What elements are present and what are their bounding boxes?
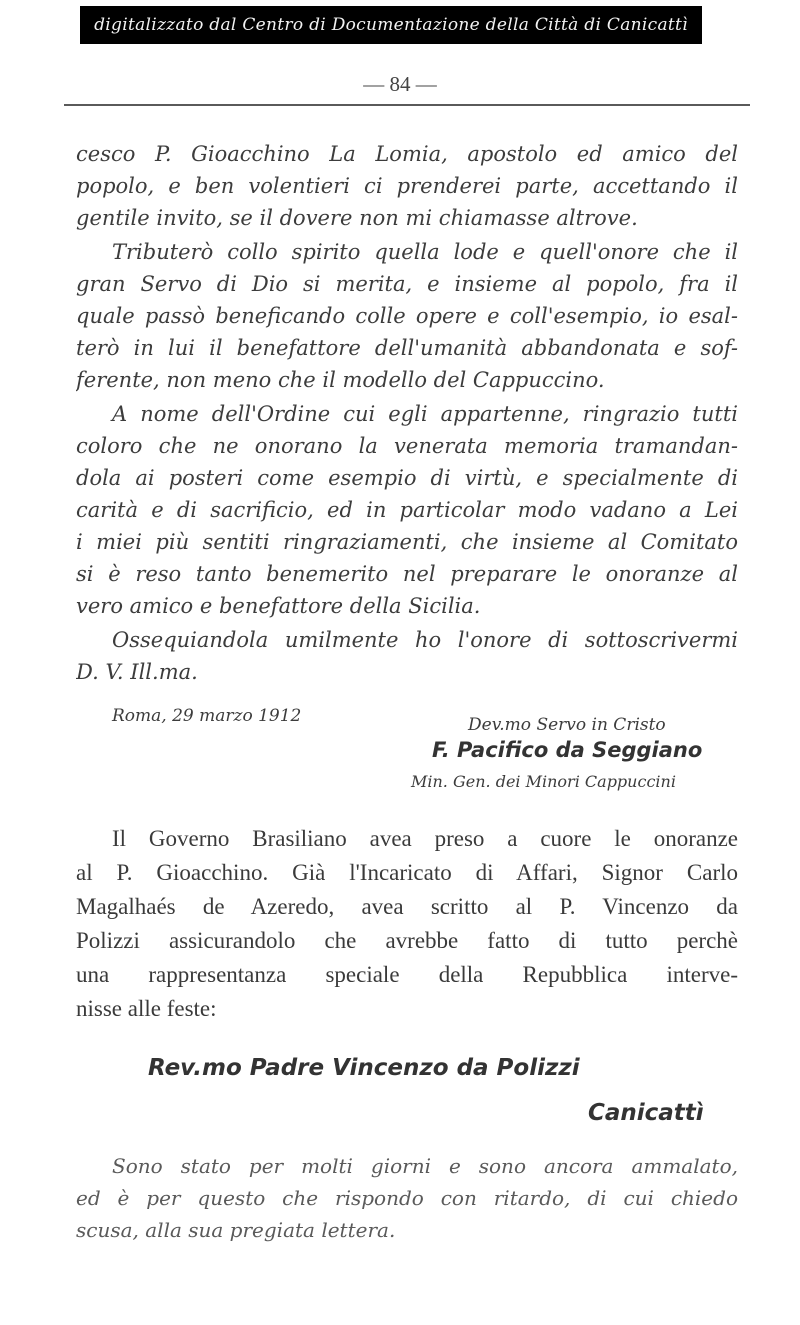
text-line: D. V. Ill.ma.: [76, 660, 198, 684]
text-line: quale passò beneficando colle opere e coll'esempio, io esal-: [76, 304, 738, 328]
text-line: gran Servo di Dio si merita, e insieme al popolo, fra il: [76, 272, 738, 296]
text-line: nisse alle feste:: [76, 996, 217, 1021]
paragraph-5: [76, 822, 738, 1026]
digitization-watermark: [80, 6, 702, 44]
paragraph-2: [76, 236, 738, 396]
signature-role: Min. Gen. dei Minori Cappuccini: [411, 772, 676, 791]
text-line: Ossequiandola umilmente ho l'onore di sottoscrivermi: [112, 628, 738, 652]
text-line: ed è per questo che rispondo con ritardo, di cui chiedo: [76, 1186, 738, 1210]
header-divider: [64, 104, 750, 106]
page-number: — 84 —: [363, 72, 437, 96]
text-line: Polizzi assicurandolo che avrebbe fatto di tutto perchè: [76, 928, 738, 953]
text-line: una rappresentanza speciale della Repubblica interve-: [76, 962, 738, 987]
letter-recipient: Rev.mo Padre Vincenzo da Polizzi: [148, 1055, 580, 1081]
text-line: Magalhaés de Azeredo, avea scritto al P. Vincenzo da: [76, 894, 738, 919]
letter-date: Roma, 29 marzo 1912: [112, 706, 302, 726]
text-line: carità e di sacrificio, ed in particolar modo vadano a Lei: [76, 498, 738, 522]
text-line: A nome dell'Ordine cui egli appartenne, ringrazio tutti: [112, 402, 738, 426]
text-line: coloro che ne onorano la venerata memoria tramandan-: [76, 434, 738, 458]
text-line: dola ai posteri come esempio di virtù, e specialmente di: [76, 466, 738, 490]
text-line: Sono stato per molti giorni e sono ancora ammalato,: [112, 1154, 738, 1178]
text-line: Tributerò collo spirito quella lode e quell'onore che il: [112, 240, 738, 264]
text-line: scusa, alla sua pregiata lettera.: [76, 1218, 396, 1242]
text-line: cesco P. Gioacchino La Lomia, apostolo ed amico del: [76, 142, 738, 166]
signature-name: F. Pacifico da Seggiano: [432, 738, 703, 762]
paragraph-4: [76, 624, 738, 688]
text-line: si è reso tanto benemerito nel preparare le onoranze al: [76, 562, 738, 586]
text-line: al P. Gioacchino. Già l'Incaricato di Affari, Signor Carlo: [76, 860, 738, 885]
text-line: vero amico e benefattore della Sicilia.: [76, 594, 481, 618]
letter-place: Canicattì: [588, 1100, 704, 1126]
signature-closing: Dev.mo Servo in Cristo: [468, 715, 666, 735]
paragraph-1: [76, 138, 738, 234]
text-line: popolo, e ben volentieri ci prenderei parte, accettando il: [76, 174, 738, 198]
text-line: Il Governo Brasiliano avea preso a cuore le onoranze: [112, 826, 738, 851]
text-line: ferente, non meno che il modello del Cappuccino.: [76, 368, 605, 392]
paragraph-3: [76, 398, 738, 622]
paragraph-6: [76, 1150, 738, 1246]
text-line: terò in lui il benefattore dell'umanità abbandonata e sof-: [76, 336, 738, 360]
watermark-text: digitalizzato dal Centro di Documentazione della Città di Canicattì: [94, 15, 688, 35]
text-line: gentile invito, se il dovere non mi chiamasse altrove.: [76, 206, 638, 230]
text-line: i miei più sentiti ringraziamenti, che insieme al Comitato: [76, 530, 738, 554]
